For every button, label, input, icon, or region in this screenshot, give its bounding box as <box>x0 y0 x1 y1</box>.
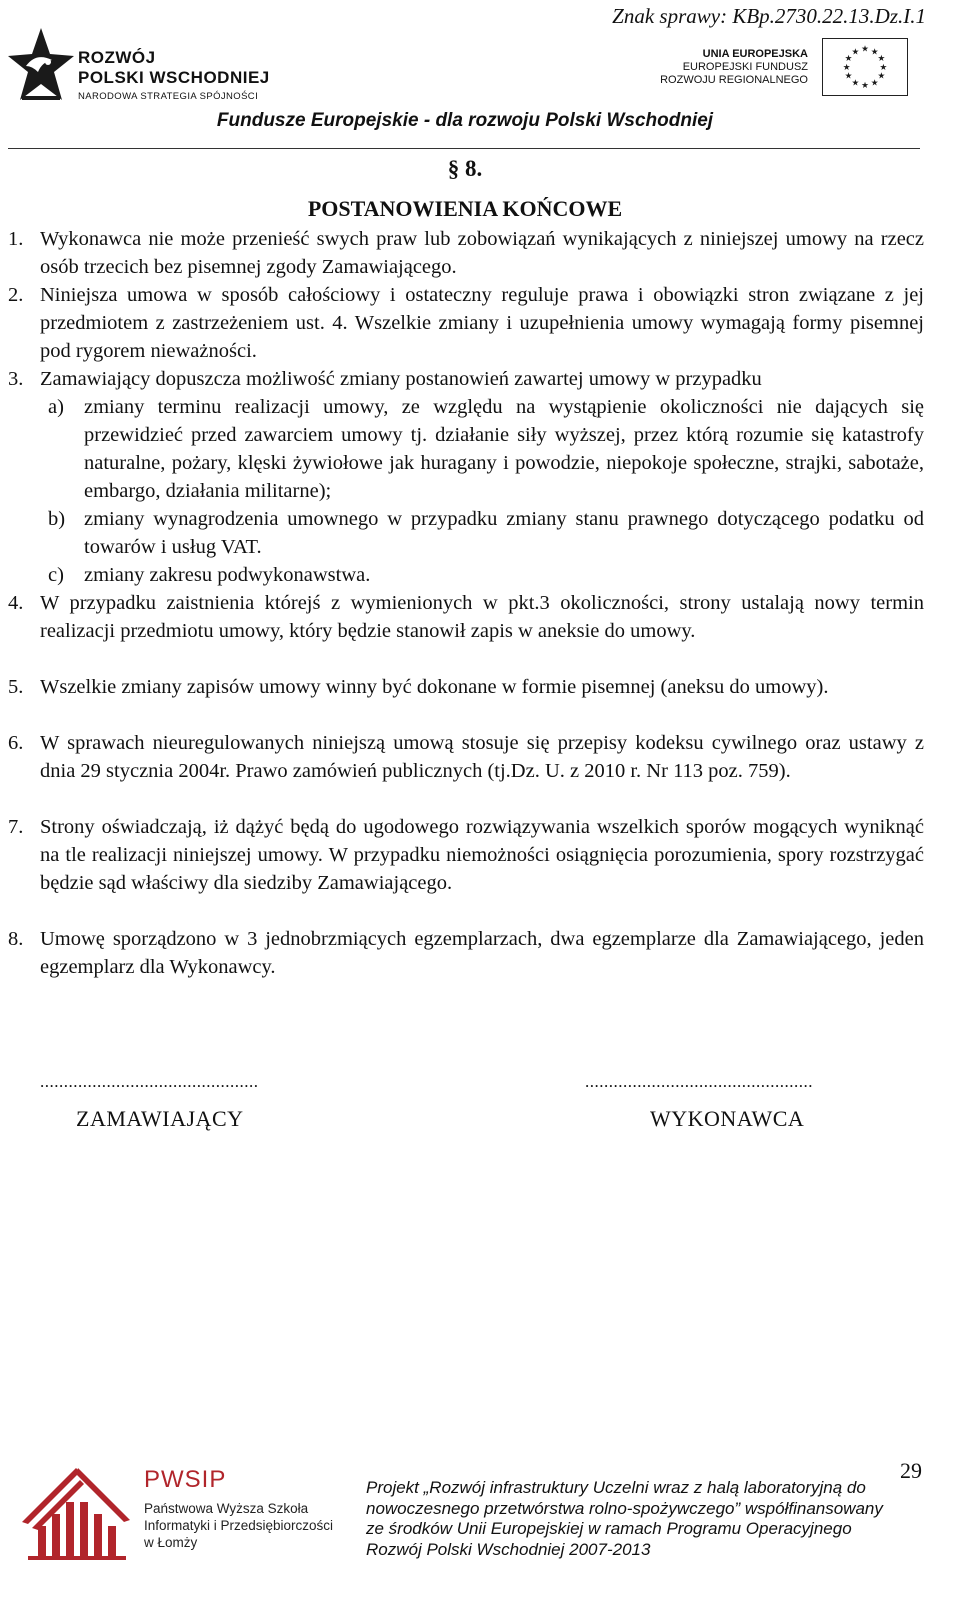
paragraph-number: 3. <box>8 368 24 390</box>
svg-text:★: ★ <box>842 62 851 73</box>
svg-text:★: ★ <box>870 47 879 58</box>
svg-text:★: ★ <box>851 78 860 89</box>
header-tagline: Fundusze Europejskie - dla rozwoju Polski Wschodniej <box>216 110 714 131</box>
signature-line-left: .............................................. <box>40 1072 259 1091</box>
pwsip-line: Informatyki i Przedsiębiorczości <box>144 1518 334 1533</box>
signature-label-wykonawca: WYKONAWCA <box>650 1106 805 1131</box>
pwsip-logo <box>18 1462 358 1562</box>
paragraph-number: 7. <box>8 816 24 838</box>
signature-label-zamawiajacy: ZAMAWIAJĄCY <box>76 1106 244 1131</box>
section-number: § 8. <box>447 156 483 181</box>
eu-fund-text <box>660 48 808 87</box>
paragraph-text: Strony oświadczają, iż dążyć będą do ugodowego rozwiązywania wszelkich sporów mogących wyniknąć na tle realizacji niniejszej umowy. W przypadku niemożności osiągnięcia porozumienia, spory rozstrzygać będzie sąd właściwy dla siedziby Zamawiającego. <box>40 816 924 894</box>
subitem-text: zmiany wynagrodzenia umownego w przypadku zmiany stanu prawnego dotyczącego podatku od towarów i usług VAT. <box>84 508 924 558</box>
paragraph-number: 6. <box>8 732 24 754</box>
svg-text:★: ★ <box>851 47 860 58</box>
eu-line-fundusz: EUROPEJSKI FUNDUSZ <box>682 61 808 73</box>
paragraph-text: Wykonawca nie może przenieść swych praw lub zobowiązań wynikających z niniejszej umowy na rzecz osób trzecich bez pisemnej zgody Zamawiającego. <box>40 228 924 278</box>
logo-line-polski-wschodniej: POLSKI WSCHODNIEJ <box>78 68 270 87</box>
svg-text:★: ★ <box>861 81 869 92</box>
paragraph-text: Wszelkie zmiany zapisów umowy winny być dokonane w formie pisemnej (aneksu do umowy). <box>40 676 829 698</box>
pwsip-building-icon <box>18 1462 134 1562</box>
subitem-text: zmiany zakresu podwykonawstwa. <box>84 564 371 586</box>
svg-text:★: ★ <box>861 44 869 55</box>
eu-line-unia: UNIA EUROPEJSKA <box>702 48 808 60</box>
svg-text:★: ★ <box>844 71 853 82</box>
subitem-letter: a) <box>48 396 64 418</box>
svg-text:★: ★ <box>844 54 853 65</box>
logo-line-strategia: NARODOWA STRATEGIA SPÓJNOŚCI <box>78 91 259 102</box>
paragraph-text: Zamawiający dopuszcza możliwość zmiany postanowień zawartej umowy w przypadku <box>40 368 762 390</box>
pwsip-name: PWSIP <box>144 1466 227 1493</box>
case-number: KBp.2730.22.13.Dz.I.1 <box>732 4 926 28</box>
pwsip-full-name <box>144 1500 333 1551</box>
paragraph-number: 8. <box>8 928 24 950</box>
project-line: Rozwój Polski Wschodniej 2007-2013 <box>366 1539 651 1559</box>
pwsip-line: w Łomży <box>144 1535 198 1550</box>
rozwoj-polski-wschodniej-logo <box>8 26 298 112</box>
paragraph-number: 2. <box>8 284 24 306</box>
paragraph-number: 4. <box>8 592 24 614</box>
paragraph-number: 5. <box>8 676 24 698</box>
project-line: nowoczesnego przetwórstwa rolno-spożywczego” współfinansowany <box>366 1498 883 1518</box>
paragraph-number: 1. <box>8 228 24 250</box>
svg-text:★: ★ <box>870 78 879 89</box>
case-label: Znak sprawy: <box>612 4 728 28</box>
page-number: 29 <box>900 1458 922 1483</box>
section-title: POSTANOWIENIA KOŃCOWE <box>307 196 623 221</box>
svg-text:★: ★ <box>877 54 886 65</box>
svg-text:★: ★ <box>877 71 886 82</box>
subitem-letter: c) <box>48 564 64 586</box>
subitem-letter: b) <box>48 508 66 530</box>
paragraph-text: Niniejsza umowa w sposób całościowy i ostateczny reguluje prawa i obowiązki stron związane z jej przedmiotem z zastrzeżeniem ust. 4. Wszelkie zmiany i uzupełnienia umowy wymagają formy pisemnej pod rygorem nieważności. <box>40 284 924 362</box>
header-divider <box>8 148 920 149</box>
eu-flag-icon <box>822 38 908 96</box>
paragraph-text: Umowę sporządzono w 3 jednobrzmiących egzemplarzach, dwa egzemplarze dla Zamawiającego, jeden egzemplarz dla Wykonawcy. <box>40 928 924 978</box>
pwsip-line: Państwowa Wyższa Szkoła <box>144 1501 309 1516</box>
case-reference <box>612 4 926 29</box>
subitem-text: zmiany terminu realizacji umowy, ze względu na wystąpienie okoliczności nie dających się przewidzieć przed zawarciem umowy tj. działanie siły wyższej, przez którą rozumie się katastrofy naturalne, pożary, klęski żywiołowe jak huragany i powodzie, niepokoje społeczne, strajki, sabotaże, embargo, działania militarne); <box>84 396 924 502</box>
eu-line-rozwoju: ROZWOJU REGIONALNEGO <box>660 74 808 86</box>
star-emblem-icon <box>8 26 74 108</box>
project-line: Projekt „Rozwój infrastruktury Uczelni wraz z halą laboratoryjną do <box>366 1478 866 1497</box>
project-line: ze środków Unii Europejskiej w ramach Programu Operacyjnego <box>366 1519 852 1538</box>
svg-text:★: ★ <box>879 62 888 73</box>
logo-line-rozwoj: ROZWÓJ <box>78 48 156 67</box>
paragraph-text: W sprawach nieuregulowanych niniejszą umową stosuje się przepisy kodeksu cywilnego oraz ustawy z dnia 29 stycznia 2004r. Prawo zamówień publicznych (tj.Dz. U. z 2010 r. Nr 113 poz. 759). <box>40 732 924 782</box>
paragraph-text: W przypadku zaistnienia którejś z wymienionych w pkt.3 okoliczności, strony ustalają nowy termin realizacji przedmiotu umowy, który będzie stanowił zapis w aneksie do umowy. <box>40 592 924 642</box>
project-description <box>366 1478 946 1560</box>
signature-line-right: ................................................ <box>585 1072 813 1091</box>
